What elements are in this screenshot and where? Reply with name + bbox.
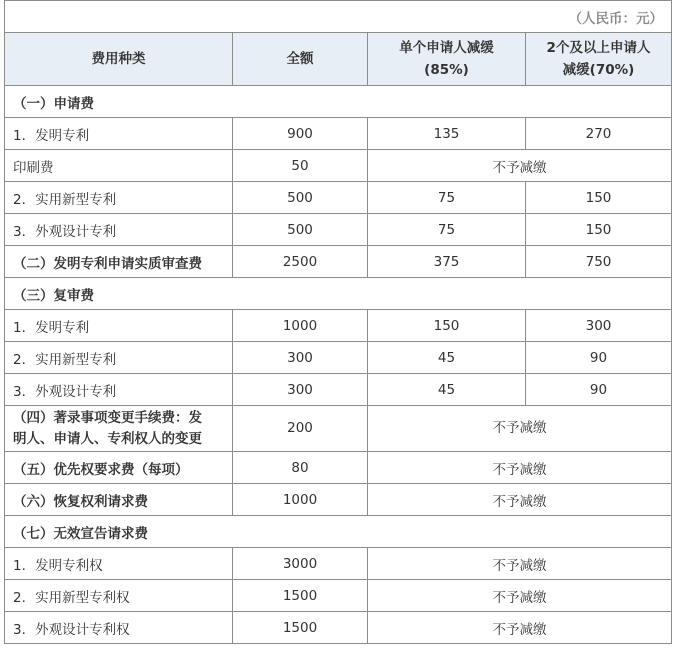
single-reduction-cell: 135: [368, 118, 526, 150]
full-amount-cell: 80: [233, 452, 368, 484]
no-reduction-cell: 不予减缴: [368, 484, 672, 516]
multi-reduction-cell: 90: [526, 374, 672, 406]
full-amount-cell: 1500: [233, 580, 368, 612]
fee-type-cell: 2．实用新型专利: [5, 182, 233, 214]
multi-reduction-cell: 300: [526, 310, 672, 342]
header-multi-line2: 减缓(70%): [562, 62, 635, 78]
table-row: [5, 516, 672, 548]
section-label: （七）无效宣告请求费: [5, 516, 672, 548]
fee-type-cell: [5, 406, 233, 452]
fee-type-cell: （五）优先权要求费（每项）: [5, 452, 233, 484]
fee-type-cell: 3．外观设计专利权: [5, 612, 233, 644]
header-row: [5, 33, 672, 86]
fee-type-cell: 2．实用新型专利权: [5, 580, 233, 612]
fee-type-cell: 1．发明专利权: [5, 548, 233, 580]
fee-table: [4, 0, 672, 644]
full-amount-cell: 300: [233, 342, 368, 374]
table-row: [5, 118, 672, 150]
full-amount-cell: 300: [233, 374, 368, 406]
fee-type-line2: 明人、申请人、专利权人的变更: [13, 430, 202, 447]
full-amount-cell: 200: [233, 406, 368, 452]
no-reduction-cell: 不予减缴: [368, 150, 672, 182]
table-row: [5, 548, 672, 580]
header-fee-type: 费用种类: [5, 33, 233, 86]
header-multi-line1: 2个及以上申请人: [546, 40, 651, 56]
multi-reduction-cell: 90: [526, 342, 672, 374]
table-row: [5, 182, 672, 214]
multi-reduction-cell: 750: [526, 246, 672, 278]
header-multi-applicant: [526, 33, 672, 86]
full-amount-cell: 500: [233, 214, 368, 246]
header-single-applicant: [368, 33, 526, 86]
full-amount-cell: 900: [233, 118, 368, 150]
unit-row: [5, 1, 672, 33]
fee-type-line1: （四）著录事项变更手续费：发: [13, 409, 202, 426]
fee-type-cell: 1．发明专利: [5, 310, 233, 342]
section-label: （三）复审费: [5, 278, 672, 310]
unit-note: （人民币：元）: [5, 1, 672, 33]
no-reduction-cell: 不予减缴: [368, 406, 672, 452]
table-row: [5, 246, 672, 278]
fee-type-cell: 2．实用新型专利: [5, 342, 233, 374]
table-row: [5, 406, 672, 452]
full-amount-cell: 50: [233, 150, 368, 182]
header-full-amount: 全额: [233, 33, 368, 86]
single-reduction-cell: 45: [368, 342, 526, 374]
no-reduction-cell: 不予减缴: [368, 548, 672, 580]
full-amount-cell: 2500: [233, 246, 368, 278]
multi-reduction-cell: 150: [526, 214, 672, 246]
fee-type-cell: 3．外观设计专利: [5, 374, 233, 406]
table-row: [5, 278, 672, 310]
section-label: （一）申请费: [5, 86, 672, 118]
table-row: [5, 150, 672, 182]
full-amount-cell: 1500: [233, 612, 368, 644]
table-row: [5, 580, 672, 612]
full-amount-cell: 1000: [233, 484, 368, 516]
table-row: [5, 374, 672, 406]
full-amount-cell: 3000: [233, 548, 368, 580]
table-row: [5, 484, 672, 516]
single-reduction-cell: 45: [368, 374, 526, 406]
no-reduction-cell: 不予减缴: [368, 612, 672, 644]
single-reduction-cell: 75: [368, 182, 526, 214]
fee-type-cell: （六）恢复权利请求费: [5, 484, 233, 516]
full-amount-cell: 500: [233, 182, 368, 214]
no-reduction-cell: 不予减缴: [368, 452, 672, 484]
full-amount-cell: 1000: [233, 310, 368, 342]
fee-type-cell: 印刷费: [5, 150, 233, 182]
single-reduction-cell: 150: [368, 310, 526, 342]
multi-reduction-cell: 150: [526, 182, 672, 214]
table-row: [5, 452, 672, 484]
table-row: [5, 612, 672, 644]
fee-type-cell: 1．发明专利: [5, 118, 233, 150]
no-reduction-cell: 不予减缴: [368, 580, 672, 612]
fee-type-cell: （二）发明专利申请实质审查费: [5, 246, 233, 278]
header-single-line2: (85%): [424, 62, 469, 78]
table-row: [5, 214, 672, 246]
header-single-line1: 单个申请人减缓: [399, 40, 494, 56]
fee-table-container: [4, 0, 671, 644]
fee-type-cell: 3．外观设计专利: [5, 214, 233, 246]
table-row: [5, 86, 672, 118]
multi-reduction-cell: 270: [526, 118, 672, 150]
single-reduction-cell: 75: [368, 214, 526, 246]
table-row: [5, 342, 672, 374]
single-reduction-cell: 375: [368, 246, 526, 278]
table-row: [5, 310, 672, 342]
